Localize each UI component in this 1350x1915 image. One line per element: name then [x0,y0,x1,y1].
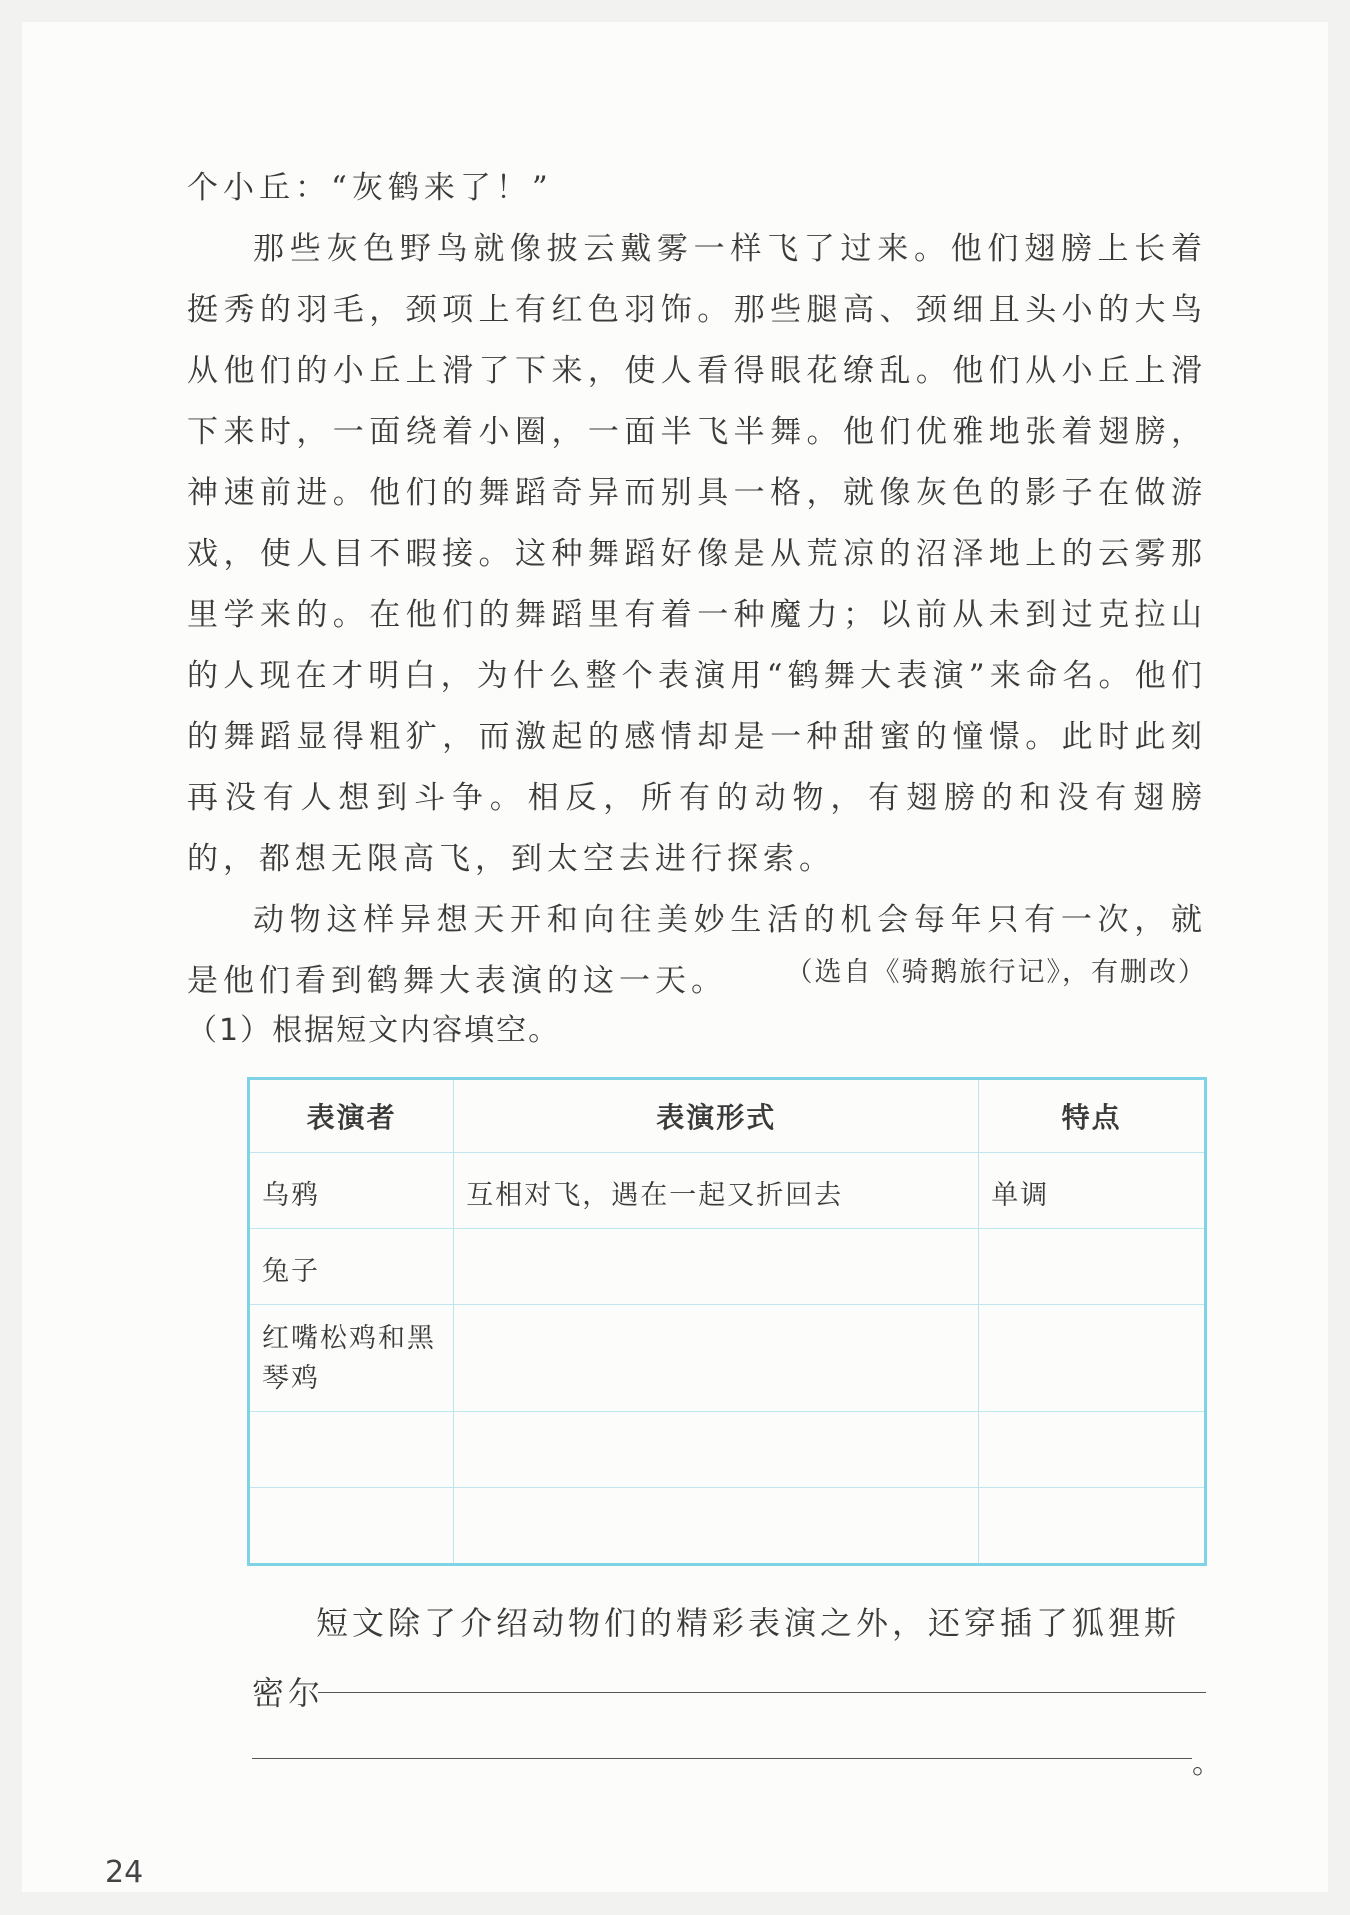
table-cell: 兔子 [249,1229,454,1305]
passage-paragraph-3: 动物这样异想天开和向往美妙生活的机会每年只有一次，就是他们看到鹤舞大表演的这一天。 [187,902,1207,999]
answer-cell[interactable] [979,1412,1206,1488]
table-header-form: 表演形式 [454,1079,979,1153]
passage [187,158,1207,1012]
answer-blank-line-2[interactable] [252,1758,1192,1759]
table-row [249,1305,1206,1412]
answer-cell[interactable] [979,1488,1206,1565]
answer-cell[interactable] [249,1412,454,1488]
table-header-performer: 表演者 [249,1079,454,1153]
table-cell: 红嘴松鸡和黑琴鸡 [249,1305,454,1412]
page-number: 24 [105,1855,144,1890]
question-1-prompt: （1）根据短文内容填空。 [187,1013,561,1048]
table-header-feature: 特点 [979,1079,1206,1153]
answer-cell[interactable] [979,1305,1206,1412]
table-row [249,1412,1206,1488]
question-2-line-1: 短文除了介绍动物们的精彩表演之外，还穿插了狐狸斯 [316,1604,1181,1642]
table-row [249,1488,1206,1565]
table-row [249,1229,1206,1305]
answer-blank-line-1[interactable] [318,1692,1206,1693]
fill-in-table [247,1077,1207,1566]
passage-paragraph-2: 那些灰色野鸟就像披云戴雾一样飞了过来。他们翅膀上长着挺秀的羽毛，颈项上有红色羽饰。那些腿高、颈细且头小的大鸟从他们的小丘上滑了下来，使人看得眼花缭乱。他们从小丘上滑下来时，一面绕着小圈，一面半飞半舞。他们优雅地张着翅膀，神速前进。他们的舞蹈奇异而别具一格，就像灰色的影子在做游戏，使人目不暇接。这种舞蹈好像是从荒凉的沼泽地上的云雾那里学来的。在他们的舞蹈里有着一种魔力；以前从未到过克拉山的人现在才明白，为什么整个表演用“鹤舞大表演”来命名。他们的舞蹈显得粗犷，而激起的感情却是一种甜蜜的憧憬。此时此刻再没有人想到斗争。相反，所有的动物，有翅膀的和没有翅膀的，都想无限高飞，到太空去进行探索。 [187,231,1207,877]
passage-paragraph-1: 个小丘：“灰鹤来了！” [187,170,553,206]
question-2-line-2: 密尔 [252,1674,325,1712]
answer-cell[interactable] [249,1488,454,1565]
table-cell: 互相对飞，遇在一起又折回去 [454,1153,979,1229]
answer-cell[interactable] [454,1412,979,1488]
answer-cell[interactable] [454,1488,979,1565]
source-citation: （选自《骑鹅旅行记》，有删改） [785,957,1207,988]
answer-cell[interactable] [979,1229,1206,1305]
table-row [249,1153,1206,1229]
answer-cell[interactable] [454,1305,979,1412]
table-cell: 乌鸦 [249,1153,454,1229]
table-cell: 单调 [979,1153,1206,1229]
end-period: 。 [1192,1746,1222,1781]
question-2 [252,1588,1207,1728]
answer-cell[interactable] [454,1229,979,1305]
